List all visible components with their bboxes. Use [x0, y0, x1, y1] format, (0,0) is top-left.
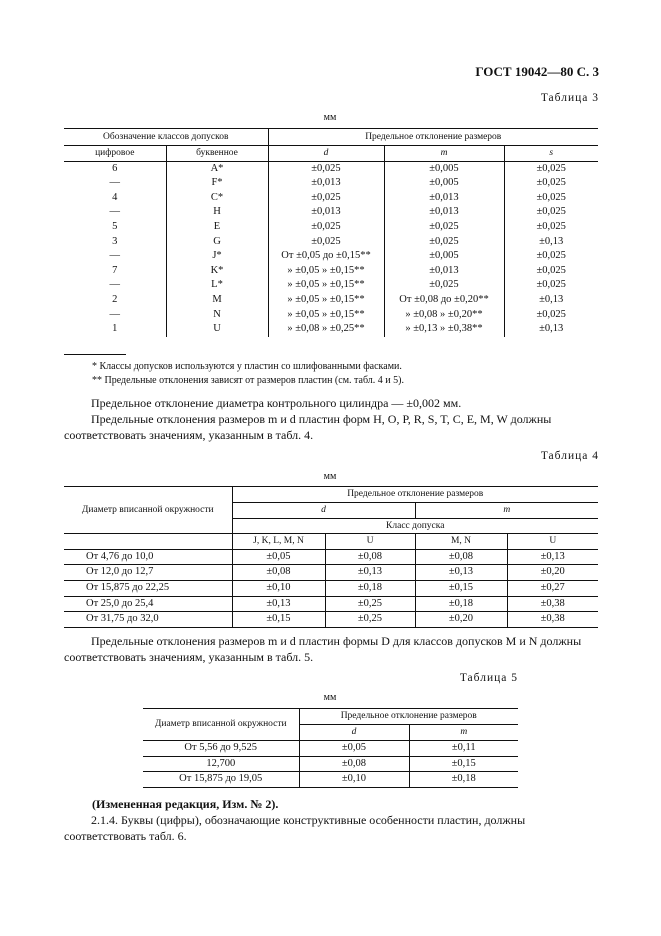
table-cell: ±0,13 [504, 293, 598, 308]
paragraph-2-1-4: 2.1.4. Буквы (цифры), обозначающие конструктивные особенности пластин, должны соответствовать табл. 6. [64, 813, 526, 843]
table3 [64, 128, 598, 337]
table5-caption: Таблица 5 [459, 672, 518, 684]
table-cell: ±0,013 [384, 191, 504, 206]
table4-head-class-1: J, K, L, M, N [232, 534, 325, 550]
page-header: ГОСТ 19042—80 С. 3 [475, 64, 599, 79]
paragraph-table4-ref: Предельные отклонения размеров m и d пластин форм H, O, P, R, S, T, C, E, M, W должны соответствовать значениям, указанным в табл. 4. [64, 412, 552, 442]
table-cell: От 31,75 до 32,0 [86, 613, 159, 625]
table-cell: ±0,025 [504, 161, 598, 176]
table-cell: ±0,013 [268, 205, 384, 220]
table-cell: ±0,025 [504, 249, 598, 264]
table-row [143, 741, 518, 757]
table5-unit: мм [323, 692, 337, 703]
table-cell: » ±0,05 » ±0,15** [268, 278, 384, 293]
table4 [64, 486, 598, 628]
table-cell: L* [166, 278, 268, 293]
table-cell: » ±0,05 » ±0,15** [268, 264, 384, 279]
table-cell: ±0,11 [409, 741, 518, 757]
table-cell: ±0,005 [384, 249, 504, 264]
table-cell: ±0,025 [384, 278, 504, 293]
table-cell: 6 [112, 162, 118, 174]
table-cell: ±0,05 [299, 741, 409, 757]
table-cell: » ±0,08 » ±0,25** [268, 322, 384, 337]
table-cell: 1 [112, 323, 118, 335]
table-cell: ±0,013 [384, 205, 504, 220]
table-row [143, 772, 518, 788]
table-row [64, 205, 598, 220]
table-cell: 2 [112, 293, 118, 305]
table-cell: От 12,0 до 12,7 [86, 566, 154, 578]
table-row [64, 161, 598, 176]
table-row [64, 264, 598, 279]
table-cell: M [166, 293, 268, 308]
table-row [64, 565, 598, 581]
footnote-divider [64, 354, 126, 355]
table-cell: » ±0,13 » ±0,38** [384, 322, 504, 337]
table-cell: ±0,025 [504, 191, 598, 206]
table-cell: H [166, 205, 268, 220]
table5-head-d: d [299, 725, 409, 741]
revision-note: (Измененная редакция, Изм. № 2). [92, 797, 279, 811]
table-cell: ±0,38 [507, 612, 598, 628]
table-cell: ±0,18 [325, 580, 415, 596]
table-cell: U [166, 322, 268, 337]
table-row [143, 756, 518, 772]
table-cell: ±0,025 [268, 191, 384, 206]
table-cell: ±0,18 [415, 596, 507, 612]
table-cell: — [109, 177, 120, 189]
table-cell: ±0,13 [325, 565, 415, 581]
table-cell: J* [166, 249, 268, 264]
table-cell: От ±0,05 до ±0,15** [268, 249, 384, 264]
table-cell: ±0,025 [504, 176, 598, 191]
table4-head-d: d [232, 503, 415, 519]
table-cell: ±0,15 [415, 580, 507, 596]
table-cell: От ±0,08 до ±0,20** [384, 293, 504, 308]
table-row [64, 278, 598, 293]
table-cell: От 4,76 до 10,0 [86, 550, 154, 562]
table-cell: ±0,013 [268, 176, 384, 191]
table-cell: » ±0,08 » ±0,20** [384, 308, 504, 323]
table-cell: G [166, 235, 268, 250]
table-row [64, 191, 598, 206]
table-cell: ±0,025 [384, 220, 504, 235]
table-cell: N [166, 308, 268, 323]
table-row [64, 235, 598, 250]
table-cell: ±0,025 [504, 205, 598, 220]
table-cell: ±0,13 [504, 235, 598, 250]
table-cell: » ±0,05 » ±0,15** [268, 308, 384, 323]
table-cell: ±0,15 [409, 756, 518, 772]
table-cell: От 25,0 до 25,4 [86, 597, 154, 609]
table-cell: » ±0,05 » ±0,15** [268, 293, 384, 308]
table-cell: ±0,15 [232, 612, 325, 628]
table4-head-group: Предельное отклонение размеров [232, 487, 598, 503]
table-cell: E [166, 220, 268, 235]
table-cell: ±0,10 [232, 580, 325, 596]
table-cell: ±0,13 [415, 565, 507, 581]
table5 [143, 708, 518, 788]
table-cell: 12,700 [206, 757, 236, 769]
table-cell: — [109, 308, 120, 320]
table-cell: A* [166, 161, 268, 176]
table3-footnote-1: * Классы допусков используются у пластин со шлифованными фасками. [92, 361, 402, 372]
table5-head-m: m [409, 725, 518, 741]
table-cell: ±0,08 [415, 549, 507, 565]
table-row [64, 322, 598, 337]
table3-footnote-2: ** Предельные отклонения зависят от размеров пластин (см. табл. 4 и 5). [92, 375, 404, 386]
table-cell: — [109, 206, 120, 218]
table4-head-class-4: U [507, 534, 598, 550]
table-cell: — [109, 279, 120, 291]
table-row [64, 612, 598, 628]
table-row [64, 249, 598, 264]
table5-head-group: Предельное отклонение размеров [299, 709, 518, 725]
table-row [64, 596, 598, 612]
table-cell: ±0,025 [504, 220, 598, 235]
table3-head-group-left: Обозначение классов допусков [103, 131, 229, 142]
table-cell: ±0,013 [384, 264, 504, 279]
table-cell: F* [166, 176, 268, 191]
table-cell: ±0,20 [507, 565, 598, 581]
table-cell: ±0,10 [299, 772, 409, 788]
table-cell: ±0,005 [384, 176, 504, 191]
table4-head-class-3: M, N [415, 534, 507, 550]
table-cell: ±0,08 [232, 565, 325, 581]
table3-head-s: s [504, 146, 598, 162]
table-cell: ±0,13 [232, 596, 325, 612]
table-cell: ±0,025 [504, 308, 598, 323]
table-cell: ±0,08 [299, 756, 409, 772]
table4-head-class: Класс допуска [232, 518, 598, 534]
table-cell: ±0,05 [232, 549, 325, 565]
table4-head-diam: Диаметр вписанной окружности [81, 504, 214, 515]
table4-head-class-2: U [325, 534, 415, 550]
table4-unit: мм [323, 471, 337, 482]
table3-head-d: d [268, 146, 384, 162]
table-row [64, 308, 598, 323]
table-cell: ±0,20 [415, 612, 507, 628]
table-cell: ±0,08 [325, 549, 415, 565]
table3-unit: мм [323, 112, 337, 123]
table-cell: ±0,025 [268, 235, 384, 250]
paragraph-cylinder: Предельное отклонение диаметра контрольного цилиндра — ±0,002 мм. [91, 396, 462, 410]
table-cell: — [109, 250, 120, 262]
table5-head-diam: Диаметр вписанной окружности [154, 719, 287, 730]
table-cell: От 15,875 до 19,05 [179, 773, 263, 785]
table-row [64, 176, 598, 191]
table-cell: ±0,005 [384, 161, 504, 176]
table-cell: 3 [112, 235, 118, 247]
table-row [64, 293, 598, 308]
table-cell: От 15,875 до 22,25 [86, 581, 170, 593]
table-row [64, 220, 598, 235]
table-row [64, 549, 598, 565]
table-cell: ±0,025 [268, 220, 384, 235]
paragraph-table5-ref: Предельные отклонения размеров m и d пластин формы D для классов допусков M и N должны соответствовать значениям, указанным в табл. 5. [64, 634, 582, 664]
table-cell: K* [166, 264, 268, 279]
table-cell: ±0,025 [268, 161, 384, 176]
table-cell: ±0,025 [384, 235, 504, 250]
table-cell: 4 [112, 191, 118, 203]
table-cell: 5 [112, 220, 118, 232]
table-row [64, 580, 598, 596]
table-cell: ±0,13 [507, 549, 598, 565]
table-cell: ±0,25 [325, 596, 415, 612]
table-cell: ±0,13 [504, 322, 598, 337]
table-cell: C* [166, 191, 268, 206]
table-cell: ±0,025 [504, 264, 598, 279]
table4-caption: Таблица 4 [540, 450, 599, 462]
table3-head-group-right: Предельное отклонение размеров [268, 129, 598, 146]
table-cell: ±0,25 [325, 612, 415, 628]
table-cell: ±0,27 [507, 580, 598, 596]
table3-caption: Таблица 3 [540, 92, 599, 104]
table-cell: ±0,18 [409, 772, 518, 788]
table3-head-digital: цифровое [95, 148, 135, 158]
table-cell: ±0,025 [504, 278, 598, 293]
table3-head-m: m [384, 146, 504, 162]
table-cell: 7 [112, 264, 118, 276]
table3-head-letter: буквенное [166, 146, 268, 162]
table-cell: ±0,38 [507, 596, 598, 612]
table-cell: От 5,56 до 9,525 [184, 742, 258, 753]
table4-head-m: m [415, 503, 598, 519]
